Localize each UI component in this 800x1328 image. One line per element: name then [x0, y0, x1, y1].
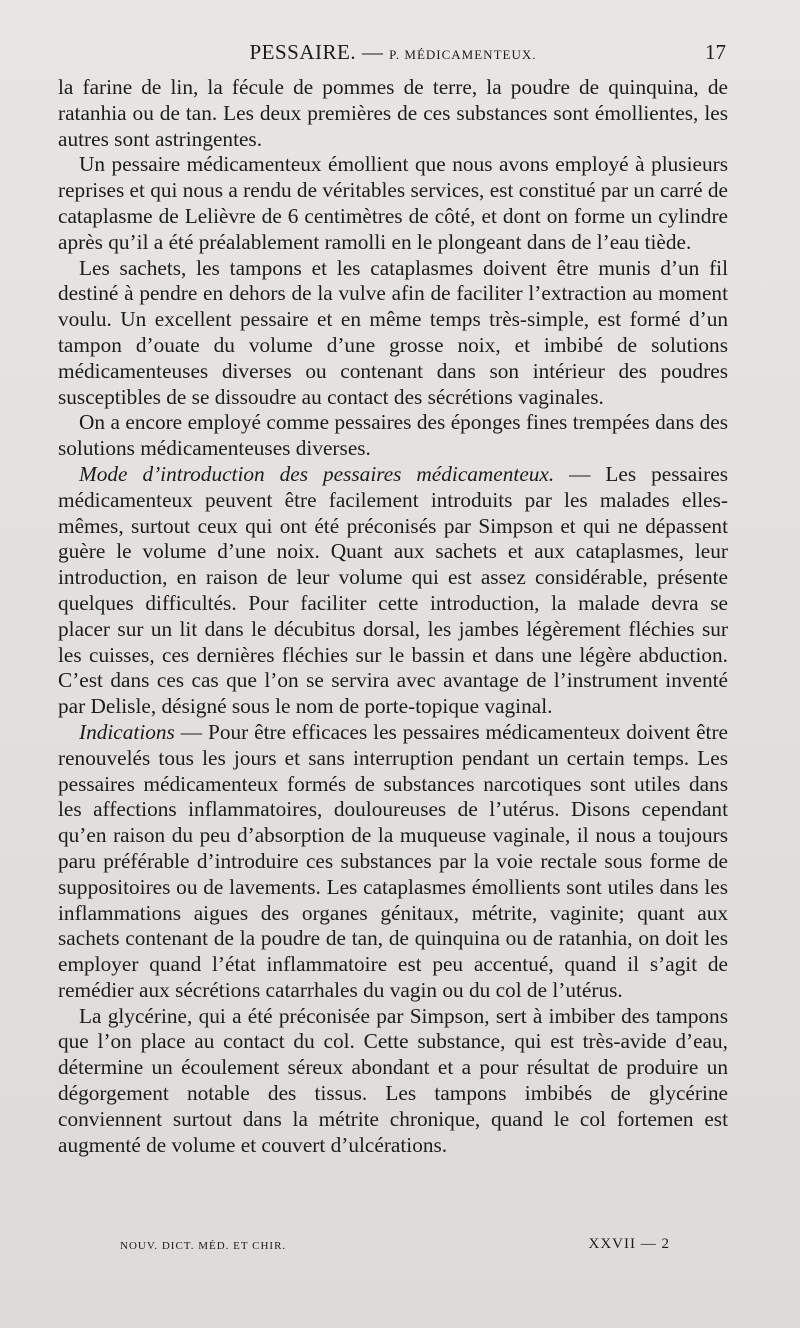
paragraph-text: la farine de lin, la fécule de pommes de terre, la poudre de quinquina, de ratanhia ou de tan. Les deux premières de ces substances sont émollientes, les autres sont astringentes. — [58, 75, 728, 151]
paragraph-3 — [58, 256, 728, 411]
page-number: 17 — [705, 40, 726, 64]
paragraph-text: — Les pessaires médicamenteux peuvent être facilement introduits par les malades elles-mêmes, surtout ceux qui ont été préconisés par Simpson et qui ne dépassent guère le volume d’une noix. Quant aux sachets et aux cataplasmes, leur introduction, en raison de leur volume qui est assez considérable, présente quelques difficultés. Pour faciliter cette introduction, la malade devra se placer sur un lit dans le décubitus dorsal, les jambes légèrement fléchies sur les cuisses, ces dernières fléchies sur le bassin et dans une légère abduction. C’est dans ces cas que l’on se servira avec avantage de l’instrument inventé par Delisle, désigné sous le nom de porte-topique vaginal. — [58, 461, 728, 719]
paragraph-text: Un pessaire médicamenteux émollient que nous avons employé à plusieurs reprises et qui nous a rendu de véritables services, est constitué par un carré de cataplasme de Lelièvre de 6 centimètres de côté, et dont on forme un cylindre après qu’il a été préalablement ramolli en le plongeant dans de l’eau tiède. — [58, 152, 729, 254]
paragraph-2 — [58, 152, 728, 255]
paragraph-4 — [58, 410, 728, 462]
running-header — [58, 40, 728, 70]
page-footer — [120, 1236, 680, 1260]
title-subtitle: P. MÉDICAMENTEUX. — [389, 47, 537, 62]
paragraph-text: — Pour être efficaces les pessaires médicamenteux doivent être renouvelés tous les jours et sans interruption pendant un certain temps. Les pessaires médicamenteux formés de substances narcotiques sont utiles dans les affections inflammatoires, douloureuses de l’utérus. Disons cependant qu’en raison du peu d’absorption de la muqueuse vaginale, il nous a toujours paru préférable d’introduire ces substances par la voie rectale sous forme de suppositoires ou de lavements. Les cataplasmes émollients sont utiles dans les inflammations aigues des organes génitaux, métrite, vaginite; quant aux sachets contenant de la poudre de tan, de quinquina ou de ratanhia, on doit les employer quand l’état inflammatoire est peu accentué, quand il s’agit de remédier aux sécrétions catarrhales du vagin ou du col de l’utérus. — [58, 719, 728, 1002]
title-separator: — — [356, 40, 390, 64]
title-main: PESSAIRE. — [249, 40, 357, 64]
section-heading-introduction: Mode d’introduction des pessaires médicamenteux. — [79, 461, 555, 486]
paragraph-7 — [58, 1004, 728, 1159]
footer-signature: NOUV. DICT. MÉD. ET CHIR. — [120, 1240, 287, 1252]
paragraph-text: On a encore employé comme pessaires des éponges fines trempées dans des solutions médicamenteuses diverses. — [58, 410, 728, 461]
paragraph-1 — [58, 75, 728, 152]
running-title — [58, 40, 728, 65]
footer-volume: XXVII — 2 — [588, 1236, 670, 1252]
section-heading-indications: Indications — [79, 719, 175, 744]
paragraph-5 — [58, 462, 728, 720]
paragraph-6 — [58, 720, 728, 1004]
paragraph-text: La glycérine, qui a été préconisée par Simpson, sert à imbiber des tampons que l’on place au contact du col. Cette substance, qui est très-avide d’eau, détermine un écoulement séreux abondant et a pour résultat de produire un dégorgement notable des tissus. Les tampons imbibés de glycérine conviennent surtout dans la métrite chronique, quand le col fortemen est augmenté de volume et couvert d’ulcérations. — [58, 1003, 728, 1157]
paragraph-text: Les sachets, les tampons et les cataplasmes doivent être munis d’un fil destiné à pendre en dehors de la vulve afin de faciliter l’extraction au moment voulu. Un excellent pessaire et en même temps très-simple, est formé d’un tampon d’ouate du volume d’une grosse noix, et imbibé de solutions médicamenteuses diverses ou contenant dans son intérieur des poudres susceptibles de se dissoudre au contact des sécrétions vaginales. — [58, 255, 728, 409]
body-text — [58, 75, 728, 1158]
